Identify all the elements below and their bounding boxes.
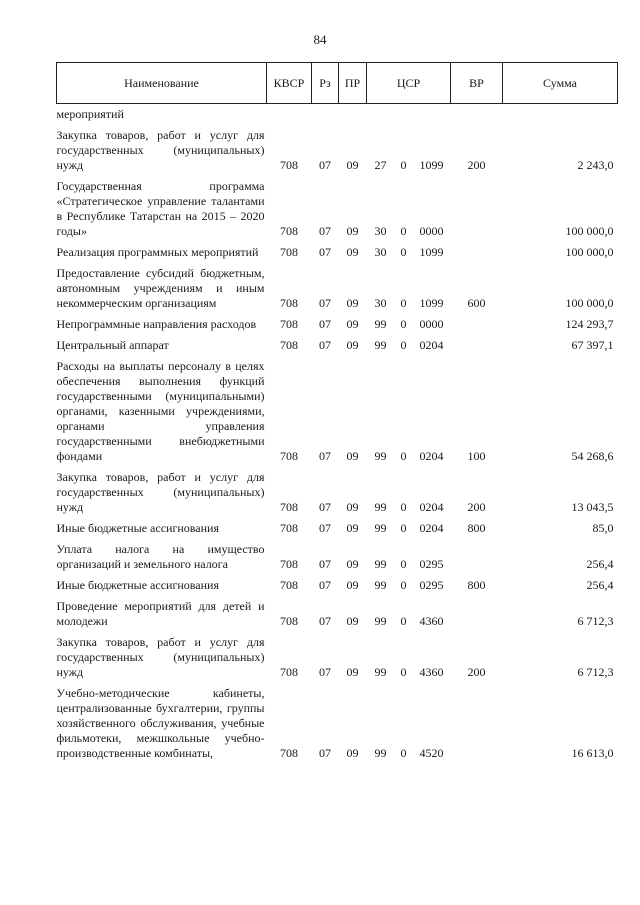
cell-sum: 16 613,0 (571, 746, 614, 760)
cell-pr: 09 (346, 224, 359, 238)
cell-name: Закупка товаров, работ и услуг для государственных (муниципальных) нужд (56, 128, 265, 172)
cell-rz: 07 (319, 338, 331, 352)
cell-csr-sub (395, 104, 413, 126)
cell-csr-program: 99 (374, 578, 387, 592)
cell-name: Центральный аппарат (56, 338, 169, 352)
cell-name: Расходы на выплаты персоналу в целях обеспечения выполнения функций государственными (муниципальными) органами, казенными учреждениями, органами управления государственными внебюджетными фондами (56, 359, 265, 463)
cell-csr-program: 99 (374, 317, 387, 331)
cell-csr-direction: 4520 (419, 746, 444, 760)
cell-sum: 6 712,3 (577, 614, 614, 628)
cell-csr-program: 30 (374, 245, 387, 259)
cell-rz: 07 (319, 158, 331, 172)
cell-sum: 6 712,3 (577, 665, 614, 679)
cell-kvsr: 708 (280, 614, 298, 628)
table-row (57, 176, 618, 242)
table-row (57, 632, 618, 683)
cell-sum: 256,4 (586, 557, 614, 571)
cell-vr (451, 539, 503, 575)
cell-csr-program: 99 (374, 614, 387, 628)
cell-csr-program: 30 (374, 224, 387, 238)
table-header (57, 63, 618, 104)
header-vr: ВР (451, 63, 503, 104)
cell-csr-sub: 0 (400, 317, 407, 331)
cell-csr-program: 30 (374, 296, 387, 310)
cell-name: Уплата налога на имущество организаций и земельного налога (56, 542, 265, 571)
cell-sum: 85,0 (592, 521, 614, 535)
cell-csr-program: 99 (374, 338, 387, 352)
cell-vr: 200 (467, 665, 486, 679)
cell-rz: 07 (319, 317, 331, 331)
cell-sum: 67 397,1 (571, 338, 614, 352)
header-kvsr: КВСР (267, 63, 312, 104)
cell-pr: 09 (346, 614, 359, 628)
cell-name: Закупка товаров, работ и услуг для государственных (муниципальных) нужд (56, 635, 265, 679)
cell-csr-sub: 0 (400, 746, 407, 760)
cell-csr-direction (413, 104, 451, 126)
table-row (57, 335, 618, 356)
cell-vr (451, 176, 503, 242)
cell-csr-direction: 0295 (419, 578, 444, 592)
cell-name: Непрограммные направления расходов (56, 317, 257, 331)
cell-csr-sub: 0 (400, 449, 407, 463)
cell-name: Государственная программа «Стратегическое управление талантами в Республике Татарстан на 2015 – 2020 годы» (56, 179, 265, 238)
cell-csr-program: 99 (374, 521, 387, 535)
cell-vr: 100 (467, 449, 486, 463)
cell-rz: 07 (319, 521, 331, 535)
cell-kvsr: 708 (280, 578, 298, 592)
cell-sum: 54 268,6 (571, 449, 614, 463)
cell-rz: 07 (319, 614, 331, 628)
header-pr: ПР (339, 63, 367, 104)
cell-csr-program: 99 (374, 557, 387, 571)
cell-sum: 13 043,5 (571, 500, 614, 514)
cell-csr-sub: 0 (400, 521, 407, 535)
cell-csr-sub: 0 (400, 500, 407, 514)
budget-table (56, 62, 618, 764)
cell-pr: 09 (346, 521, 359, 535)
cell-kvsr: 708 (280, 746, 298, 760)
table-row (57, 104, 618, 126)
cell-kvsr: 708 (280, 449, 298, 463)
cell-csr-direction: 0204 (419, 338, 444, 352)
cell-pr: 09 (346, 557, 359, 571)
cell-csr-program: 99 (374, 746, 387, 760)
cell-name: Проведение мероприятий для детей и молодежи (56, 599, 265, 628)
cell-rz (312, 104, 339, 126)
cell-rz: 07 (319, 578, 331, 592)
cell-kvsr: 708 (280, 158, 298, 172)
cell-pr: 09 (346, 245, 359, 259)
cell-kvsr: 708 (280, 557, 298, 571)
page-number: 84 (313, 32, 327, 47)
cell-kvsr: 708 (280, 296, 298, 310)
header-csr: ЦСР (367, 63, 451, 104)
cell-vr (451, 314, 503, 335)
header-name: Наименование (57, 63, 267, 104)
header-rz: Рз (312, 63, 339, 104)
cell-name: Иные бюджетные ассигнования (56, 521, 219, 535)
cell-pr: 09 (346, 500, 359, 514)
table-row (57, 125, 618, 176)
cell-rz: 07 (319, 665, 331, 679)
cell-pr (339, 104, 367, 126)
cell-csr-direction: 4360 (419, 665, 444, 679)
cell-rz: 07 (319, 500, 331, 514)
cell-csr-program: 27 (374, 158, 387, 172)
cell-kvsr: 708 (280, 338, 298, 352)
cell-csr-sub: 0 (400, 296, 407, 310)
cell-csr-sub: 0 (400, 557, 407, 571)
cell-sum: 2 243,0 (577, 158, 614, 172)
table-row (57, 539, 618, 575)
table-row (57, 356, 618, 467)
cell-pr: 09 (346, 665, 359, 679)
cell-csr-direction: 1099 (419, 296, 444, 310)
cell-sum: 256,4 (586, 578, 614, 592)
cell-sum: 100 000,0 (565, 296, 614, 310)
cell-csr-direction: 1099 (419, 245, 444, 259)
cell-kvsr: 708 (280, 500, 298, 514)
cell-name: Закупка товаров, работ и услуг для государственных (муниципальных) нужд (56, 470, 265, 514)
cell-kvsr (267, 104, 312, 126)
cell-vr (451, 242, 503, 263)
cell-kvsr: 708 (280, 245, 298, 259)
cell-sum: 100 000,0 (565, 245, 614, 259)
cell-name: Иные бюджетные ассигнования (56, 578, 219, 592)
table-row (57, 596, 618, 632)
cell-csr-direction: 1099 (419, 158, 444, 172)
cell-pr: 09 (346, 746, 359, 760)
cell-sum (503, 104, 618, 126)
cell-vr (451, 596, 503, 632)
table-row (57, 263, 618, 314)
cell-rz: 07 (319, 746, 331, 760)
cell-csr-sub: 0 (400, 158, 407, 172)
cell-pr: 09 (346, 296, 359, 310)
header-sum: Сумма (503, 63, 618, 104)
cell-name: Предоставление субсидий бюджетным, автономным учреждениям и иным некоммерческим организациям (56, 266, 265, 310)
cell-pr: 09 (346, 578, 359, 592)
cell-vr: 200 (467, 500, 486, 514)
cell-csr-sub: 0 (400, 338, 407, 352)
cell-csr-program (367, 104, 395, 126)
cell-csr-direction: 0204 (419, 521, 444, 535)
cell-vr: 800 (467, 578, 486, 592)
cell-sum: 100 000,0 (565, 224, 614, 238)
cell-csr-direction: 0295 (419, 557, 444, 571)
table-row (57, 575, 618, 596)
cell-csr-program: 99 (374, 665, 387, 679)
cell-pr: 09 (346, 449, 359, 463)
cell-vr: 600 (467, 296, 486, 310)
table-row (57, 242, 618, 263)
cell-name: Реализация программных мероприятий (56, 245, 259, 259)
table-row (57, 518, 618, 539)
cell-pr: 09 (346, 338, 359, 352)
cell-rz: 07 (319, 296, 331, 310)
cell-csr-direction: 4360 (419, 614, 444, 628)
table-row (57, 314, 618, 335)
cell-rz: 07 (319, 557, 331, 571)
cell-csr-program: 99 (374, 449, 387, 463)
cell-vr: 200 (467, 158, 486, 172)
cell-csr-direction: 0000 (419, 317, 444, 331)
cell-rz: 07 (319, 449, 331, 463)
cell-vr (451, 683, 503, 764)
cell-csr-direction: 0204 (419, 500, 444, 514)
cell-csr-sub: 0 (400, 578, 407, 592)
cell-name: мероприятий (56, 107, 124, 121)
cell-rz: 07 (319, 245, 331, 259)
table-row (57, 683, 618, 764)
cell-csr-sub: 0 (400, 614, 407, 628)
cell-kvsr: 708 (280, 521, 298, 535)
cell-pr: 09 (346, 317, 359, 331)
cell-csr-sub: 0 (400, 245, 407, 259)
cell-kvsr: 708 (280, 665, 298, 679)
cell-vr (451, 335, 503, 356)
cell-csr-program: 99 (374, 500, 387, 514)
cell-vr (451, 104, 503, 126)
cell-rz: 07 (319, 224, 331, 238)
cell-csr-sub: 0 (400, 665, 407, 679)
cell-pr: 09 (346, 158, 359, 172)
cell-csr-sub: 0 (400, 224, 407, 238)
cell-name: Учебно-методические кабинеты, централизованные бухгалтерии, группы хозяйственного обслуживания, учебные фильмотеки, межшкольные учебно-производственные комбинаты, (56, 686, 265, 760)
cell-kvsr: 708 (280, 224, 298, 238)
cell-kvsr: 708 (280, 317, 298, 331)
cell-sum: 124 293,7 (565, 317, 614, 331)
cell-vr: 800 (467, 521, 486, 535)
cell-csr-direction: 0000 (419, 224, 444, 238)
table-body (57, 104, 618, 765)
table-row (57, 467, 618, 518)
cell-csr-direction: 0204 (419, 449, 444, 463)
